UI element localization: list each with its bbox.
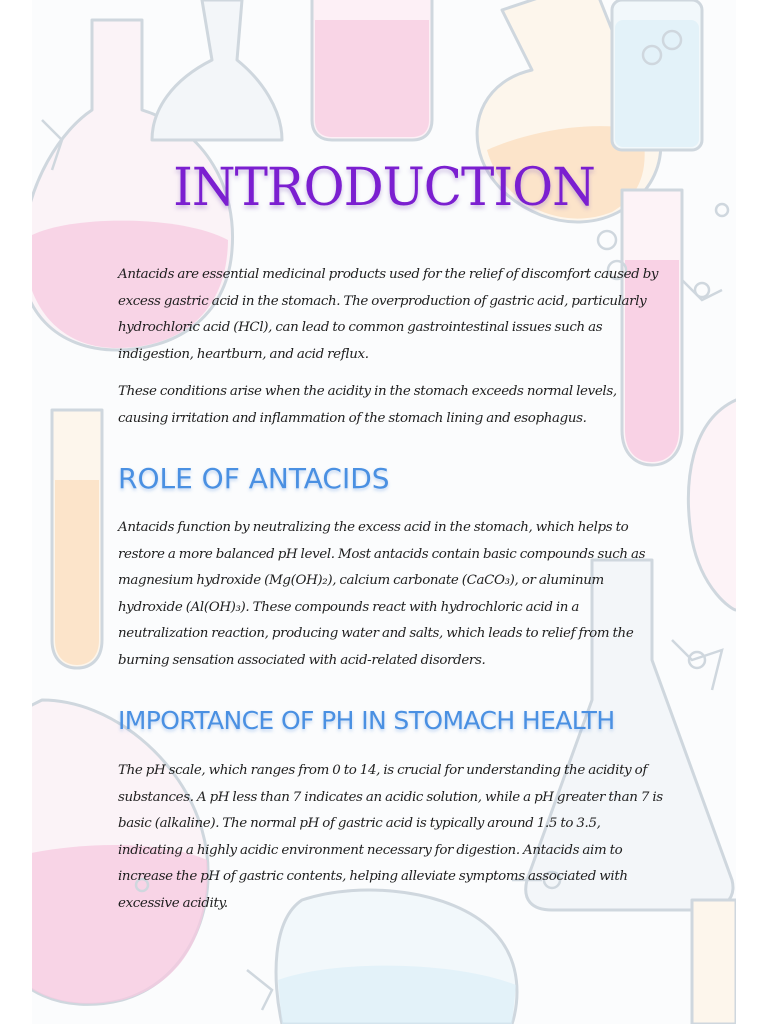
document-content xyxy=(32,0,736,1024)
intro-paragraph-1: Antacids are essential medicinal products used for the relief of discomfort caused by excess gastric acid in the stomach. The overproduction of gastric acid, particularly hydrochloric acid (HCl), can lead to common gastrointestinal issues such as indigestion, heartburn, and acid reflux. xyxy=(118,267,659,362)
page-title: INTRODUCTION xyxy=(173,156,595,218)
intro-paragraph-2: These conditions arise when the acidity in the stomach exceeds normal levels, causing irritation and inflammation of the stomach lining and esophagus. xyxy=(118,384,617,426)
document-page xyxy=(32,0,736,1024)
section-heading-ph-importance: IMPORTANCE OF PH IN STOMACH HEALTH xyxy=(118,706,615,735)
section-text-role-of-antacids: Antacids function by neutralizing the excess acid in the stomach, which helps to restore a more balanced pH level. Most antacids contain basic compounds such as magnesium hydroxide (Mg(OH)₂), calcium carbonate (CaCO₃), or aluminum hydroxide (Al(OH)₃). These compounds react with hydrochloric acid in a neutralization reaction, producing water and salts, which leads to relief from the burning sensation associated with acid-related disorders. xyxy=(118,520,646,668)
section-heading-role-of-antacids: ROLE OF ANTACIDS xyxy=(118,462,390,495)
section-text-ph-importance: The pH scale, which ranges from 0 to 14, is crucial for understanding the acidity of substances. A pH less than 7 indicates an acidic solution, while a pH greater than 7 is basic (alkaline). The normal pH of gastric acid is typically around 1.5 to 3.5, indicating a highly acidic environment necessary for digestion. Antacids aim to increase the pH of gastric contents, helping alleviate symptoms associated with excessive acidity. xyxy=(118,763,663,911)
